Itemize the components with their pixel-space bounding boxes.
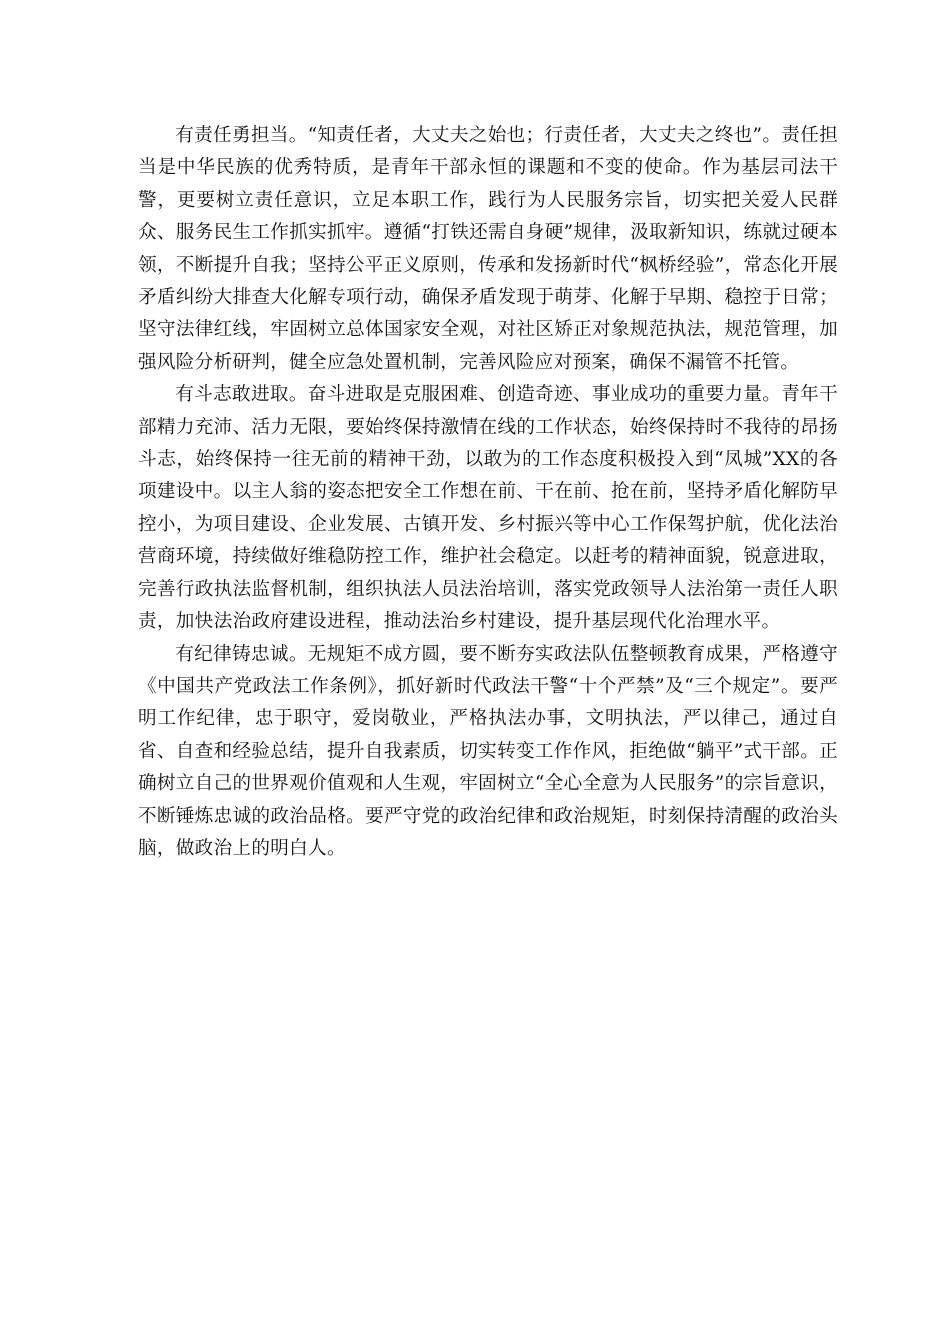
paragraph-responsibility: 有责任勇担当。“知责任者，大丈夫之始也；行责任者，大丈夫之终也”。责任担当是中华民族的优秀特质，是青年干部永恒的课题和不变的使命。作为基层司法干警，更要树立责任意识，立足本职工作，践行为人民服务宗旨，切实把关爱人民群众、服务民生工作抓实抓牢。遵循“打铁还需自身硬”规律，汲取新知识，练就过硬本领，不断提升自我；坚持公平正义原则，传承和发扬新时代“枫桥经验”，常态化开展矛盾纠纷大排查大化解专项行动，确保矛盾发现于萌芽、化解于早期、稳控于日常；坚守法律红线，牢固树立总体国家安全观，对社区矫正对象规范执法，规范管理，加强风险分析研判，健全应急处置机制，完善风险应对预案，确保不漏管不托管。 <box>138 125 838 373</box>
paragraph-discipline: 有纪律铸忠诚。无规矩不成方圆，要不断夯实政法队伍整顿教育成果，严格遵守《中国共产党政法工作条例》，抓好新时代政法干警“十个严禁”及“三个规定”。要严明工作纪律，忠于职守，爱岗敬业，严格执法办事，文明执法，严以律己，通过自省、自查和经验总结，提升自我素质，切实转变工作作风，拒绝做“躺平”式干部。正确树立自己的世界观价值观和人生观，牢固树立“全心全意为人民服务”的宗旨意识，不断锤炼忠诚的政治品格。要严守党的政治纪律和政治规矩，时刻保持清醒的政治头脑，做政治上的明白人。 <box>138 643 838 859</box>
document-body <box>138 120 838 865</box>
paragraph-struggle: 有斗志敢进取。奋斗进取是克服困难、创造奇迹、事业成功的重要力量。青年干部精力充沛、活力无限，要始终保持激情在线的工作状态，始终保持时不我待的昂扬斗志，始终保持一往无前的精神干劲，以敢为的工作态度积极投入到“凤城”XX的各项建设中。以主人翁的姿态把安全工作想在前、干在前、抢在前，坚持矛盾化解防早控小，为项目建设、企业发展、古镇开发、乡村振兴等中心工作保驾护航，优化法治营商环境，持续做好维稳防控工作，维护社会稳定。以赶考的精神面貌，锐意进取，完善行政执法监督机制，组织执法人员法治培训，落实党政领导人法治第一责任人职责，加快法治政府建设进程，推动法治乡村建设，提升基层现代化治理水平。 <box>138 384 838 633</box>
